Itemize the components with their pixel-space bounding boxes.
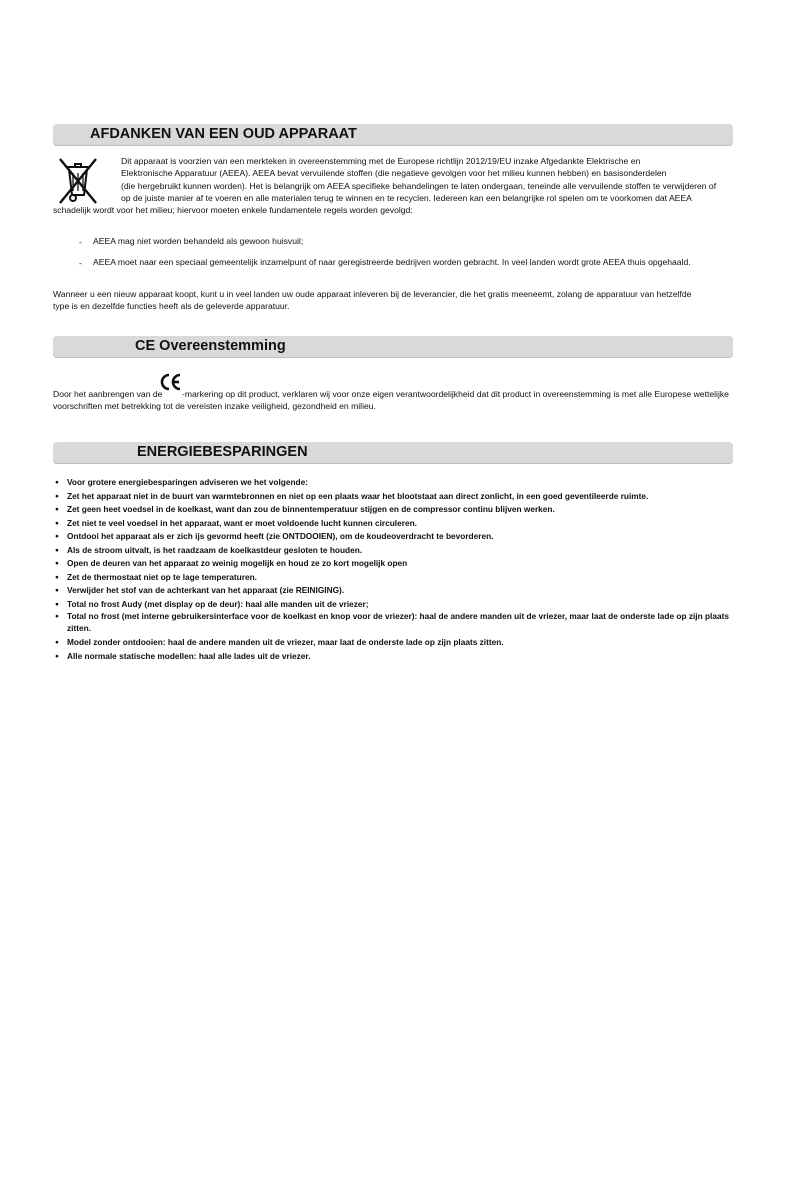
weee-line: schadelijk wordt voor het milieu; hiervoor moeten enkele fundamentele regels worden gevolgd: [53,205,413,215]
list-item: ● Voor grotere energiebesparingen adviseren we het volgende: [54,476,744,490]
list-item: ● Verwijder het stof van de achterkant van het apparaat (zie REINIGING). [54,584,744,598]
weee-line: Dit apparaat is voorzien van een merkteken in overeenstemming met de Europese richtlijn 2012/19/EU inzake Afgedankte Elektrische en [121,156,641,166]
weee-line: Elektronische Apparatuur (AEEA). AEEA bevat vervuilende stoffen (die negatieve gevolgen voor het milieu kunnen hebben) en basisonderdelen [121,168,667,178]
crossed-out-wheelie-bin-icon [56,155,100,207]
energy-tips-list [54,476,744,663]
list-item: ● Zet niet te veel voedsel in het apparaat, want er moet voldoende lucht kunnen circuleren. [54,517,744,531]
list-dash: - [79,237,82,247]
section-heading-band-ce [53,336,733,358]
ce-text-line2: voorschriften met betrekking tot de vereisten inzake veiligheid, gezondheid en milieu. [53,401,376,411]
list-dash: - [79,258,82,268]
list-item: ● Zet geen heet voedsel in de koelkast, want dan zou de binnentemperatuur stijgen en de compressor continu blijven werken. [54,503,744,517]
list-item: ● Model zonder ontdooien: haal de andere manden uit de vriezer, maar laat de onderste lade op zijn plaats zitten. [54,636,744,650]
list-item: ● Alle normale statische modellen: haal alle lades uit de vriezer. [54,650,744,664]
list-item: ● Zet het apparaat niet in de buurt van warmtebronnen en niet op een plaats waar het blootstaat aan direct zonlicht, in een goed geventileerde ruimte. [54,490,744,504]
rule-item: AEEA mag niet worden behandeld als gewoon huisvuil; [93,236,304,246]
rule-item: AEEA moet naar een speciaal gemeentelijk inzamelpunt of naar geregistreerde bedrijven worden gebracht. In veel landen wordt grote AEEA thuis opgehaald. [93,257,691,267]
list-item: ● Zet de thermostaat niet op te lage temperaturen. [54,571,744,585]
ce-mark-icon [158,372,182,392]
new-appliance-paragraph: Wanneer u een nieuw apparaat koopt, kunt u in veel landen uw oude apparaat inleveren bij de leverancier, die het gratis meeneemt, zolang de apparatuur van hetzelfde type is en dezelfde functies heeft als de geleverde apparatuur. [53,289,692,311]
list-item: ● Total no frost Audy (met display op de deur): haal alle manden uit de vriezer; [54,598,744,612]
section-heading-ce: CE Overeenstemming [135,338,286,354]
ce-text-after: -markering op dit product, verklaren wij voor onze eigen verantwoordelijkheid dat dit product in overeenstemming is met alle Europese wettelijke [182,389,729,399]
weee-line: (die hergebruikt kunnen worden). Het is belangrijk om AEEA specifieke behandelingen te laten ondergaan, teneinde alle vervuilende stoffen te verwijderen of [121,181,717,191]
ce-text-before: Door het aanbrengen van de [53,389,163,399]
list-item: ● Als de stroom uitvalt, is het raadzaam de koelkastdeur gesloten te houden. [54,544,744,558]
section-heading-band-energy [53,442,733,464]
list-item: ● Open de deuren van het apparaat zo weinig mogelijk en houd ze zo kort mogelijk open [54,557,744,571]
section-heading-energy: ENERGIEBESPARINGEN [137,444,308,460]
list-item: ● Ontdooi het apparaat als er zich ijs gevormd heeft (zie ONTDOOIEN), om de koudeoverdracht te bevorderen. [54,530,744,544]
section-heading-disposal: AFDANKEN VAN EEN OUD APPARAAT [90,126,357,142]
weee-line: op de juiste manier af te voeren en alle materialen terug te winnen en te recyclen. Iedereen kan een belangrijke rol spelen om te voorkomen dat AEEA [121,193,692,203]
list-item: ● Total no frost (met interne gebruikersinterface voor de koelkast en knop voor de vriezer): haal de andere manden uit de vriezer, maar laat de onderste lade op zijn plaats zitten. [54,611,744,636]
section-heading-band-disposal [53,124,733,146]
